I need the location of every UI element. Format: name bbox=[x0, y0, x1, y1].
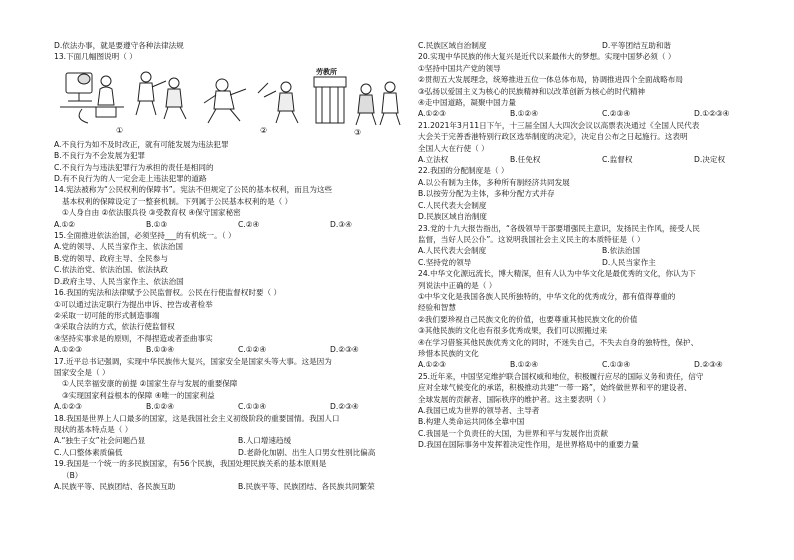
q24-item: 经验和智慧 bbox=[418, 303, 456, 313]
q17-stem: 17.近平总书记强调，实现中华民族伟大复兴，国家安全是国家头等大事。这是因为 bbox=[54, 356, 332, 366]
q20-options bbox=[418, 108, 786, 119]
q20-item: ①坚持中国共产党的领导 bbox=[418, 63, 501, 73]
q21-options bbox=[418, 154, 786, 165]
q24-item: ①中华文化是我国各族人民所独特的，中华文化的优秀成分，都有值得尊重的 bbox=[418, 291, 676, 301]
q23-options-row bbox=[418, 245, 786, 256]
q15-option: D.政府主导、人民当家作主、依法治国 bbox=[54, 276, 184, 286]
q18-option: A.“独生子女”社会问题凸显 bbox=[54, 436, 146, 446]
q23-option: D.人民当家作主 bbox=[602, 257, 656, 267]
q25-option: A.我国已成为世界的领导者、主导者 bbox=[418, 406, 540, 415]
q17-option: C.①③④ bbox=[238, 402, 267, 412]
q24-option: C.①③④ bbox=[602, 360, 631, 370]
q16-option: D.②③④ bbox=[330, 345, 359, 355]
q13-stem: 13.下面几幅图说明（ ） bbox=[54, 52, 137, 62]
q16-options bbox=[54, 344, 422, 355]
q17-option: D.②③④ bbox=[330, 402, 359, 412]
q24-stem: 列说法中正确的是（ ） bbox=[418, 280, 497, 290]
q13-option: A.不良行为如不及时改正，就有可能发展为违法犯罪 bbox=[54, 139, 229, 149]
q18-option: D.老龄化加剧、出生人口男女性别比偏高 bbox=[238, 447, 376, 457]
q21-option: B.任免权 bbox=[510, 155, 541, 165]
q21-option: C.监督权 bbox=[602, 155, 633, 165]
q20-item: ②贯彻五大发展理念，统筹推进五位一体总体布局，协调推进四个全面战略布局 bbox=[418, 75, 683, 85]
q15-stem: 15.全面推进依法治国，必须坚持___的有机统一。（ ） bbox=[54, 231, 236, 241]
q25-option: D.我国在国际事务中发挥着决定性作用，是世界格局中的重要力量 bbox=[418, 440, 639, 450]
q19-options-row bbox=[54, 481, 422, 492]
q18-options-row bbox=[54, 447, 422, 458]
q16-item: ④坚持实事求是的原则，不得捏造或者歪曲事实 bbox=[54, 333, 213, 343]
q15-option: B.党的领导、政府主导、全民参与 bbox=[54, 253, 168, 263]
q18-option: B.人口增速趋缓 bbox=[238, 436, 292, 446]
q13-option: C.不良行为与违法犯罪行为承担的责任是相同的 bbox=[54, 162, 214, 172]
q24-item: 珍惜本民族的文化 bbox=[418, 348, 479, 358]
q21-option: D.决定权 bbox=[694, 155, 726, 165]
q19-option: D.平等团结互助和谐 bbox=[602, 41, 672, 50]
q24-item: ④在学习借鉴其他民族优秀文化的同时，不迷失自己，不失去自身的独特性，保护、 bbox=[418, 337, 699, 347]
q25-stem: 应对全球气候变化的承诺，积极推动共建“一带一路”，始终做世界和平的建设者、 bbox=[418, 383, 692, 393]
q19-stem: 19.我国是一个统一的多民族国家，有56个民族，我国处理民族关系的基本原则是 bbox=[54, 459, 327, 469]
q23-option: A.人民代表大会制度 bbox=[418, 246, 487, 256]
q23-stem: 监督，当好人民公仆”。这说明我国社会主义民主的本质特征是（ ） bbox=[418, 234, 645, 244]
q14-stem: 14.宪法被称为“公民权利的保障书”。宪法不但规定了公民的基本权利，而且为这些 bbox=[54, 185, 333, 195]
q24-item: ②我们要珍视自己民族文化的价值，也要尊重其他民族文化的价值 bbox=[418, 314, 638, 324]
q21-stem: 大会关于完善香港特别行政区选举制度的决定》，决定自公布之日起施行。这表明 bbox=[418, 132, 688, 142]
q14-option: D.③④ bbox=[330, 219, 352, 229]
q14-option: A.①② bbox=[54, 219, 76, 229]
q13-option: D.有不良行为的人一定会走上违法犯罪的道路 bbox=[54, 174, 207, 184]
left-column bbox=[54, 40, 422, 492]
q17-stem: 国家安全是（ ） bbox=[54, 367, 110, 377]
q19-options-row bbox=[418, 40, 786, 51]
q14-stem: 基本权利的保障设定了一整套机制。下列属于公民基本权利的是（ ） bbox=[62, 196, 293, 206]
panel-3-label: ③ bbox=[354, 127, 362, 137]
q25-stem: 全球发展的贡献者、国际秩序的维护者。这主要表明（ ） bbox=[418, 394, 611, 404]
q20-item: ④走中国道路，凝聚中国力量 bbox=[418, 98, 516, 108]
q18-option: C.人口整体素质偏低 bbox=[54, 447, 123, 457]
q15-option: A.党的领导、人民当家作主、依法治国 bbox=[54, 242, 183, 252]
q12-option-d: D.依法办事，就是要遵守各种法律法规 bbox=[54, 41, 184, 50]
q20-option: C.②③④ bbox=[602, 109, 631, 119]
q23-options-row bbox=[418, 257, 786, 268]
q20-option: A.①②③ bbox=[418, 109, 446, 119]
q24-option: A.①②③ bbox=[418, 360, 446, 370]
right-column bbox=[418, 40, 786, 451]
q17-options bbox=[54, 401, 422, 412]
q24-item: ③其他民族的文化也有很多优秀成果，我们可以照搬过来 bbox=[418, 326, 608, 336]
q16-item: ③采取合法的方式，依法行使监督权 bbox=[54, 322, 175, 332]
q20-stem: 20.实现中华民族的伟大复兴是近代以来最伟大的梦想。实现中国梦必须（ ） bbox=[418, 52, 676, 62]
q22-option: B.以按劳分配为主体，多种分配方式并存 bbox=[418, 189, 555, 199]
q15-option: C.依法治党、依法治国、依法执政 bbox=[54, 265, 169, 275]
q17-items: ①人民幸福安康的前提 ②国家生存与发展的重要保障 bbox=[62, 379, 238, 389]
prison-sign-label: 劳教所 bbox=[316, 67, 337, 76]
q19-answer: （B） bbox=[62, 470, 83, 480]
q14-option: C.②④ bbox=[238, 219, 260, 229]
q14-items: ①人身自由 ②依法服兵役 ③受教育权 ④保守国家秘密 bbox=[62, 208, 241, 218]
q19-option: B.民族平等、民族团结、各民族共同繁荣 bbox=[238, 482, 375, 491]
panel-2-label: ② bbox=[260, 125, 268, 135]
q24-option: B.①②④ bbox=[510, 360, 539, 370]
q22-option: A.以公有制为主体，多种所有制经济共同发展 bbox=[418, 177, 570, 187]
q23-option: C.坚持党的领导 bbox=[418, 257, 472, 267]
q20-option: B.①②④ bbox=[510, 109, 539, 119]
q23-stem: 23.党的十九大报告指出，“各级领导干部要增强民主意识，发扬民主作风，接受人民 bbox=[418, 223, 700, 233]
q25-option: C.我国是一个负责任的大国，为世界和平与发展作出贡献 bbox=[418, 428, 608, 438]
q24-option: D.②③④ bbox=[694, 360, 723, 370]
q13-comic-strip bbox=[54, 63, 422, 139]
q13-comic-drawing bbox=[54, 63, 422, 139]
q21-stem: 全国人大在行使（ ） bbox=[418, 143, 489, 153]
q19-option: A.民族平等、民族团结、各民族互助 bbox=[54, 482, 176, 491]
q24-options bbox=[418, 359, 786, 370]
q17-option: A.①②③ bbox=[54, 402, 82, 412]
q21-stem: 21.2021年3月11日下午，十三届全国人大四次会议以高票表决通过《全国人民代表 bbox=[418, 120, 700, 130]
q22-option: C.人民代表大会制度 bbox=[418, 200, 487, 210]
q24-stem: 24.中华文化源远流长，博大精深，但有人认为中华文化是最优秀的文化，你认为下 bbox=[418, 269, 696, 279]
q14-options bbox=[54, 219, 422, 230]
q18-options-row bbox=[54, 435, 422, 446]
q22-option: D.民族区域自治制度 bbox=[418, 212, 488, 222]
q17-option: B.①②④ bbox=[146, 402, 175, 412]
q19-option: C.民族区域自治制度 bbox=[418, 41, 487, 50]
q16-stem: 16.我国的宪法和法律赋予公民监督权。公民在行使监督权时要（ ） bbox=[54, 288, 282, 298]
q22-stem: 22.我国的分配制度是（ ） bbox=[418, 166, 509, 176]
q20-option: D.①②③④ bbox=[694, 109, 730, 119]
q16-item: ②采取一切可能的形式制造事端 bbox=[54, 310, 160, 320]
q16-item: ①可以通过法定职行为提出申诉、控告或者检举 bbox=[54, 299, 213, 309]
q18-stem: 现状的基本特点是（ ） bbox=[54, 424, 133, 434]
q25-option: B.构建人类命运共同体全靠中国 bbox=[418, 417, 525, 427]
q21-option: A.立法权 bbox=[418, 155, 449, 165]
q16-option: B.①③④ bbox=[146, 345, 175, 355]
q17-items: ③实现国家利益根本的保障 ④唯一的国家利益 bbox=[62, 390, 215, 400]
panel-1-label: ① bbox=[116, 125, 124, 135]
q20-item: ③弘扬以爱国主义为核心的民族精神和以改革创新为核心的时代精神 bbox=[418, 86, 646, 96]
q25-stem: 25.近年来，中国坚定维护联合国权威和地位，积极履行应尽的国际义务和责任，信守 bbox=[418, 371, 704, 381]
q13-option: B.不良行为不会发展为犯罪 bbox=[54, 151, 146, 161]
q16-option: A.①②③ bbox=[54, 345, 82, 355]
q14-option: B.①③ bbox=[146, 219, 168, 229]
q16-option: C.①②④ bbox=[238, 345, 267, 355]
q18-stem: 18.我国是世界上人口最多的国家，这是我国社会主义初级阶段的重要国情。我国人口 bbox=[54, 413, 340, 423]
q23-option: B.依法治国 bbox=[602, 246, 640, 256]
